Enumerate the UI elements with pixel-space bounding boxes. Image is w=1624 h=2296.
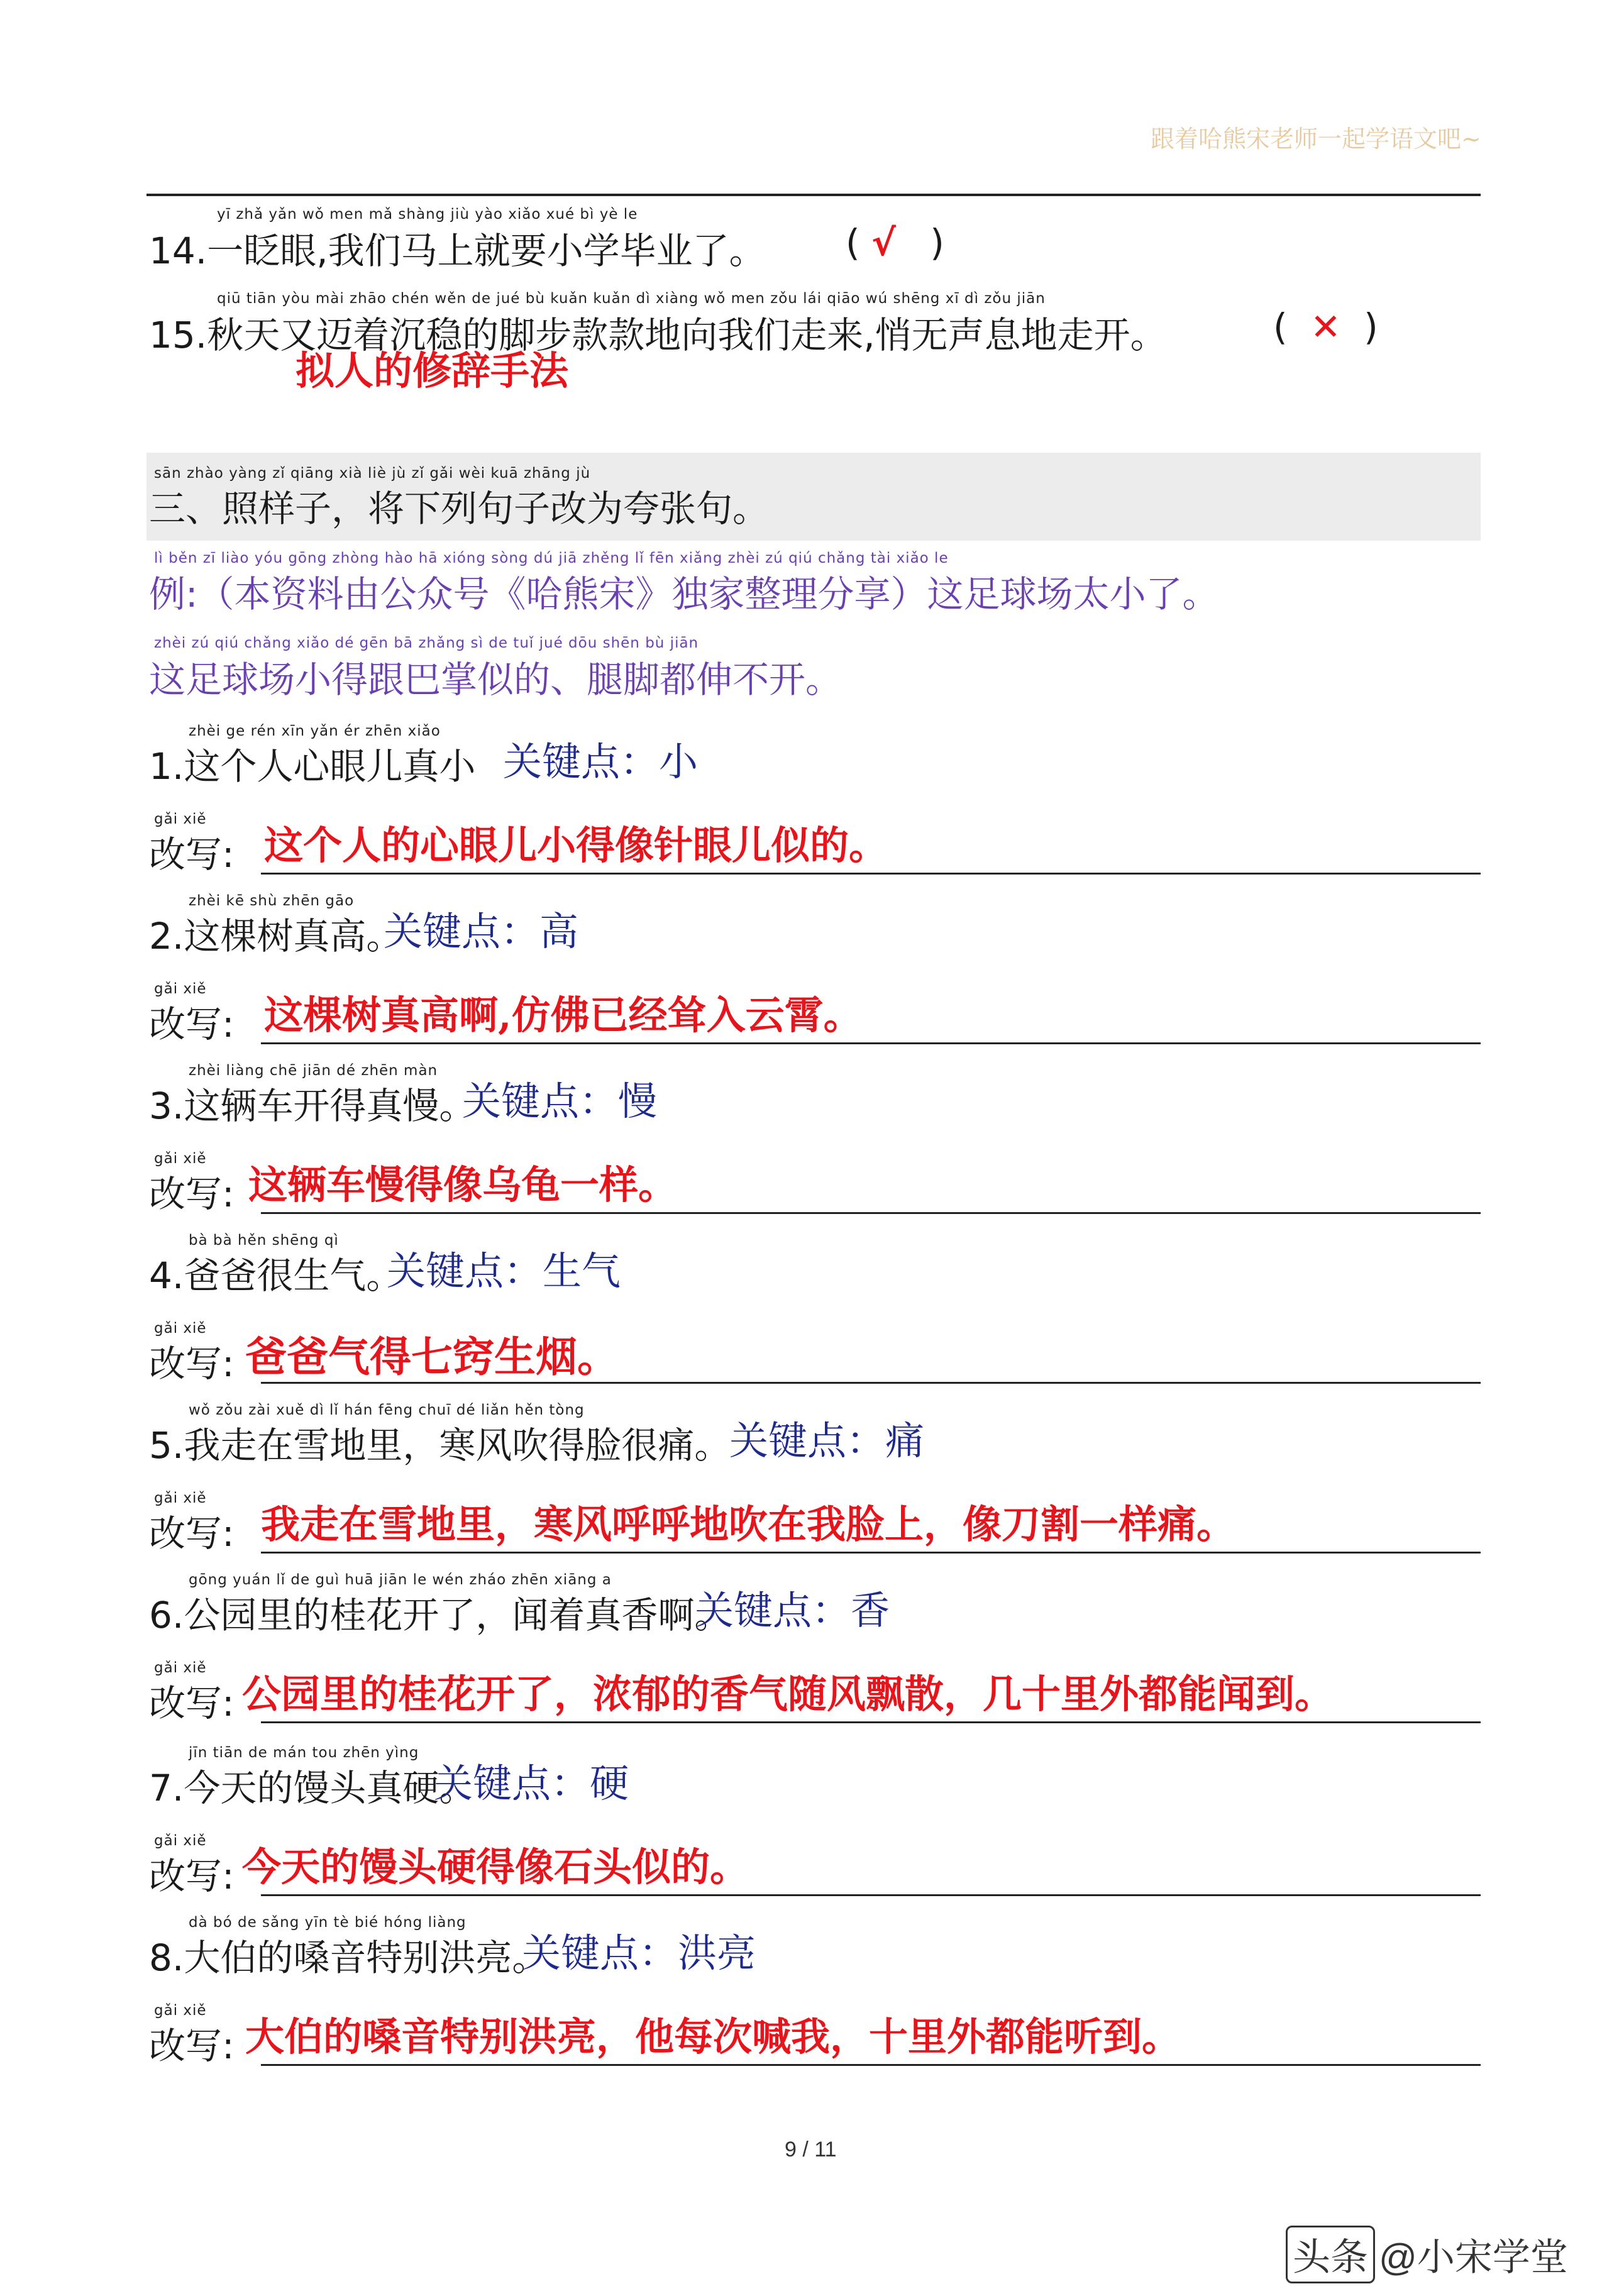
rewrite-answer: 我走在雪地里，寒风呼呼地吹在我脸上，像刀割一样痛。 [261, 1501, 1236, 1547]
rewrite-label-pinyin: gǎi xiě [154, 1660, 207, 1676]
section-pinyin: sān zhào yàng zǐ qiāng xià liè jù zǐ gǎi wèi kuā zhāng jù [154, 465, 591, 482]
watermark-text: @小宋学堂 [1379, 2236, 1568, 2278]
close-paren: ) [930, 221, 944, 264]
rewrite-label: 改写: [149, 833, 235, 876]
header-rule [146, 194, 1481, 196]
rewrite-label-pinyin: gǎi xiě [154, 2002, 207, 2019]
answer-rule [261, 1894, 1481, 1896]
rewrite-label-pinyin: gǎi xiě [154, 1833, 207, 1849]
item-15-text: 15.秋天又迈着沉稳的脚步款款地向我们走来,悄无声息地走开。 [149, 314, 1167, 356]
rewrite-answer: 今天的馒头硬得像石头似的。 [242, 1844, 749, 1890]
answer-rule [261, 1042, 1481, 1044]
item-15-answer [1273, 306, 1378, 348]
open-paren: ( [1273, 306, 1288, 348]
answer-rule [261, 2064, 1481, 2066]
item-sentence: 1.这个人心眼儿真小 [149, 745, 476, 788]
rewrite-label: 改写: [149, 2024, 235, 2067]
rewrite-label: 改写: [149, 1682, 235, 1725]
item-pinyin: dà bó de sǎng yīn tè bié hóng liàng [189, 1914, 467, 1931]
item-sentence: 8.大伯的嗓音特别洪亮。 [149, 1936, 549, 1979]
key-point: 关键点：高 [384, 908, 579, 954]
watermark-badge: 头条 [1286, 2226, 1375, 2283]
item-pinyin: wǒ zǒu zài xuě dì lǐ hán fēng chuī dé liǎn hěn tòng [189, 1402, 585, 1418]
rewrite-label: 改写: [149, 1342, 235, 1385]
check-mark-icon: √ [871, 221, 896, 264]
item-sentence: 7.今天的馒头真硬。 [149, 1767, 476, 1809]
cross-mark-icon: ✕ [1310, 306, 1341, 348]
rewrite-label-pinyin: gǎi xiě [154, 1320, 207, 1337]
key-point: 关键点：慢 [462, 1078, 658, 1124]
example-line-1: 例:（本资料由公众号《哈熊宋》独家整理分享）这足球场太小了。 [149, 573, 1219, 615]
rewrite-label: 改写: [149, 1003, 235, 1046]
item-pinyin: zhèi liàng chē jiān dé zhēn màn [189, 1062, 438, 1079]
key-point: 关键点：生气 [387, 1248, 621, 1294]
item-15-note: 拟人的修辞手法 [296, 348, 569, 394]
answer-rule [261, 1382, 1481, 1384]
item-sentence: 4.爸爸很生气。 [149, 1254, 403, 1297]
key-point: 关键点：小 [503, 739, 699, 785]
rewrite-label: 改写: [149, 1173, 235, 1215]
example-line-2: 这足球场小得跟巴掌似的、腿脚都伸不开。 [149, 658, 842, 701]
example-pinyin-1: lì běn zī liào yóu gōng zhòng hào hā xióng sòng dú jiā zhěng lǐ fēn xiǎng zhèi zú qiú chǎng tài xiǎo le [154, 550, 949, 566]
rewrite-answer: 这个人的心眼儿小得像针眼儿似的。 [264, 822, 888, 868]
rewrite-answer: 爸爸气得七窍生烟。 [245, 1332, 619, 1381]
key-point: 关键点：香 [695, 1587, 890, 1633]
key-point: 关键点：硬 [434, 1760, 629, 1806]
page-number: 9 / 11 [785, 2138, 837, 2161]
rewrite-label: 改写: [149, 1512, 235, 1555]
section-title: 三、照样子，将下列句子改为夸张句。 [149, 487, 770, 530]
item-pinyin: zhèi kē shù zhēn gāo [189, 893, 355, 909]
key-point: 关键点：痛 [729, 1418, 925, 1464]
rewrite-answer: 这棵树真高啊,仿佛已经耸入云霄。 [264, 992, 863, 1038]
header-note: 跟着哈熊宋老师一起学语文吧~ [1151, 125, 1481, 153]
rewrite-label-pinyin: gǎi xiě [154, 811, 207, 827]
item-pinyin: zhèi ge rén xīn yǎn ér zhēn xiǎo [189, 723, 441, 739]
answer-rule [261, 873, 1481, 875]
item-14-answer [846, 221, 944, 264]
item-pinyin: gōng yuán lǐ de guì huā jiān le wén zháo zhēn xiāng a [189, 1572, 612, 1588]
answer-rule [261, 1721, 1481, 1723]
rewrite-answer: 这辆车慢得像乌龟一样。 [248, 1162, 678, 1208]
key-point: 关键点：洪亮 [522, 1930, 756, 1976]
rewrite-answer: 大伯的嗓音特别洪亮，他每次喊我，十里外都能听到。 [245, 2014, 1181, 2060]
item-14-text: 14.一眨眼,我们马上就要小学毕业了。 [149, 229, 766, 272]
item-pinyin: jīn tiān de mán tou zhēn yìng [189, 1745, 419, 1761]
rewrite-label: 改写: [149, 1855, 235, 1897]
rewrite-label-pinyin: gǎi xiě [154, 1490, 207, 1506]
item-sentence: 5.我走在雪地里，寒风吹得脸很痛。 [149, 1424, 731, 1467]
item-sentence: 3.这辆车开得真慢。 [149, 1085, 476, 1127]
item-pinyin: bà bà hěn shēng qì [189, 1232, 339, 1249]
close-paren: ) [1364, 306, 1378, 348]
rewrite-label-pinyin: gǎi xiě [154, 1151, 207, 1167]
watermark [1286, 2226, 1568, 2283]
answer-rule [261, 1552, 1481, 1554]
open-paren: ( [846, 221, 860, 264]
rewrite-answer: 公园里的桂花开了，浓郁的香气随风飘散，几十里外都能闻到。 [242, 1671, 1334, 1717]
answer-rule [261, 1212, 1481, 1214]
rewrite-label-pinyin: gǎi xiě [154, 981, 207, 997]
item-sentence: 6.公园里的桂花开了，闻着真香啊。 [149, 1594, 731, 1636]
item-sentence: 2.这棵树真高。 [149, 915, 403, 958]
item-14-pinyin: yī zhǎ yǎn wǒ men mǎ shàng jiù yào xiǎo xué bì yè le [217, 206, 638, 223]
item-15-pinyin: qiū tiān yòu mài zhāo chén wěn de jué bù kuǎn kuǎn dì xiàng wǒ men zǒu lái qiāo wú shēng xī dì zǒu jiān [217, 290, 1046, 307]
example-pinyin-2: zhèi zú qiú chǎng xiǎo dé gēn bā zhǎng sì de tuǐ jué dōu shēn bù jiān [154, 635, 699, 651]
